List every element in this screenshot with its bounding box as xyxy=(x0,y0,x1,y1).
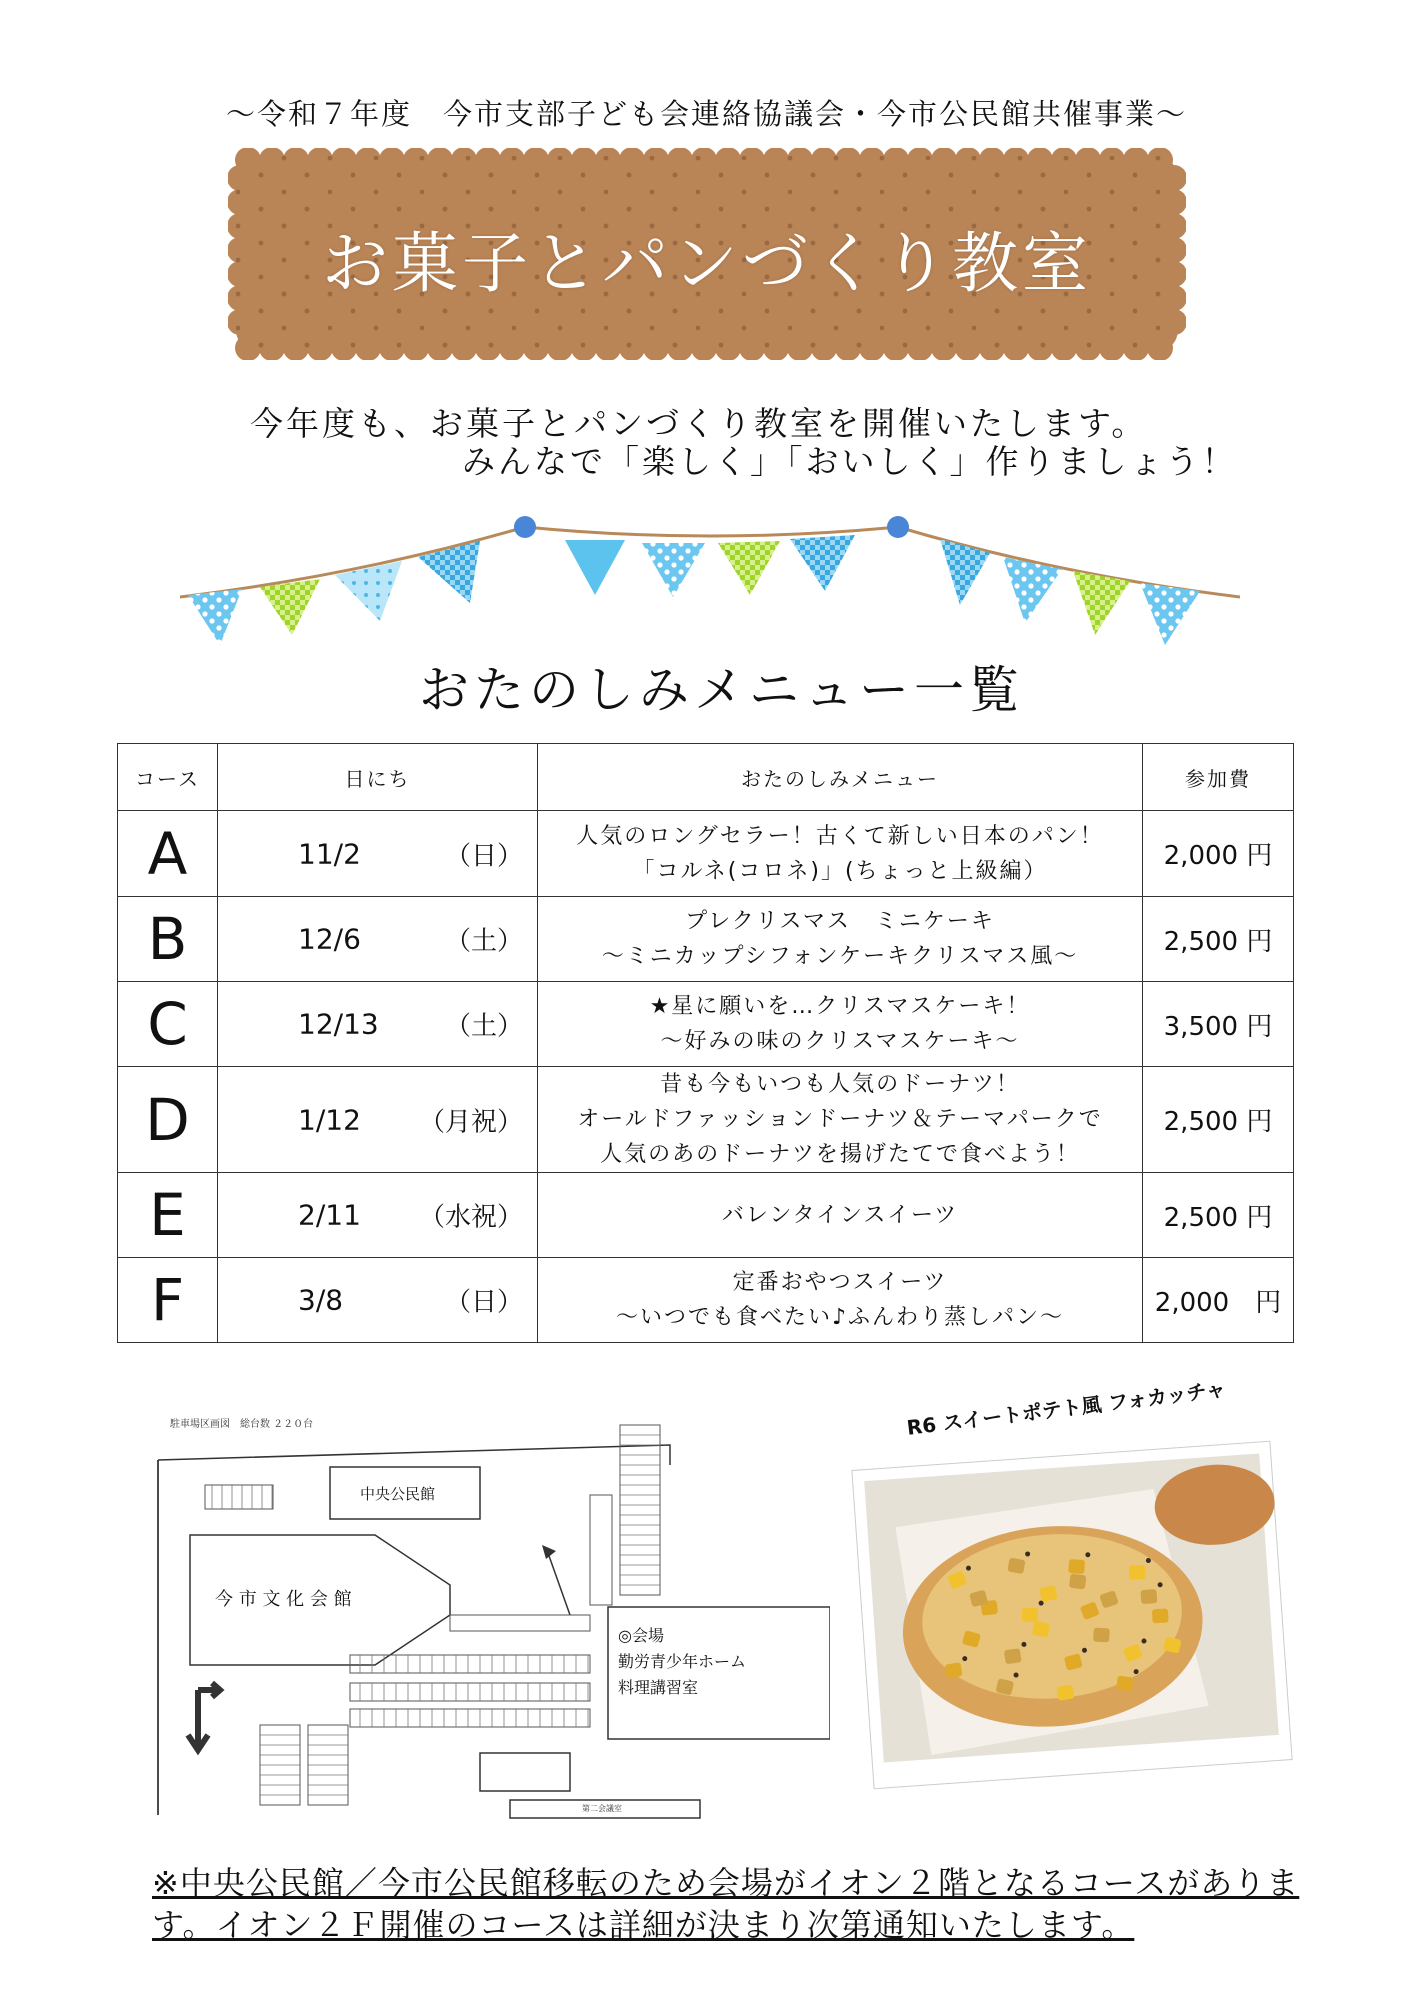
menu-cell xyxy=(538,982,1143,1067)
header-fee: 参加費 xyxy=(1143,744,1294,811)
date-cell xyxy=(218,811,538,897)
menu-cell xyxy=(538,1067,1143,1173)
map-label-bunka-kaikan: 今 市 文 化 会 館 xyxy=(215,1589,352,1610)
menu-line: 「コルネ(コロネ)」(ちょっと上級編） xyxy=(632,858,1048,884)
header-menu: おたのしみメニュー xyxy=(538,744,1143,811)
course-cell: E xyxy=(118,1173,218,1258)
fee-cell: 2,500 円 xyxy=(1143,1173,1294,1258)
fee-cell: 3,500 円 xyxy=(1143,982,1294,1067)
weekday-value: （日） xyxy=(444,841,523,871)
menu-line: ～ミニカップシフォンケーキクリスマス風～ xyxy=(601,944,1079,969)
fee-cell: 2,000 円 xyxy=(1143,811,1294,897)
table-row xyxy=(118,811,1294,897)
menu-cell xyxy=(538,897,1143,982)
date-cell xyxy=(218,897,538,982)
header-date: 日にち xyxy=(218,744,538,811)
date-value: 12/6 xyxy=(298,922,361,956)
table-header-row xyxy=(118,744,1294,811)
date-cell xyxy=(218,1067,538,1173)
menu-line: ～好みの味のクリスマスケーキ～ xyxy=(660,1029,1020,1054)
fee-cell: 2,500 円 xyxy=(1143,897,1294,982)
menu-line: 昔も今もいつも人気のドーナツ！ xyxy=(660,1072,1020,1097)
header-course: コース xyxy=(118,744,218,811)
photo-caption: R6 スイートポテト風 フォカッチャ xyxy=(905,1376,1228,1440)
weekday-value: （土） xyxy=(444,1011,523,1042)
bunting-decoration xyxy=(180,505,1240,665)
table-row xyxy=(118,897,1294,982)
course-cell: D xyxy=(118,1067,218,1173)
menu-cell xyxy=(538,1173,1143,1258)
map-bottom-label: 第二会議室 xyxy=(582,1804,622,1813)
map-top-note: 駐車場区画図 総台数 ２２０台 xyxy=(170,1419,314,1430)
map-venue-label: ◎会場 xyxy=(618,1626,664,1645)
course-cell: A xyxy=(118,811,218,897)
intro-line-2: みんなで「楽しく」「おいしく」作りましょう！ xyxy=(462,442,1238,481)
table-row xyxy=(118,1067,1294,1173)
date-cell xyxy=(218,1173,538,1258)
date-value: 2/11 xyxy=(298,1198,361,1232)
menu-cell xyxy=(538,811,1143,897)
date-value: 11/2 xyxy=(298,837,361,870)
date-cell xyxy=(218,1258,538,1343)
date-value: 1/12 xyxy=(298,1103,361,1136)
date-cell xyxy=(218,982,538,1067)
menu-table-body xyxy=(118,811,1294,1343)
weekday-value: （日） xyxy=(444,1287,523,1318)
menu-table xyxy=(117,743,1294,1343)
map-label-chuo-kominkan: 中央公民館 xyxy=(360,1485,436,1503)
weekday-value: （水祝） xyxy=(418,1202,523,1233)
menu-line: オールドファッションドーナツ＆テーマパークで xyxy=(577,1107,1103,1132)
venue-change-notice: ※中央公民館／今市公民館移転のため会場がイオン２階となるコースがあります。イオン２Ｆ開催のコースは詳細が決まり次第通知いたします。 xyxy=(152,1864,1300,1944)
fee-cell: 2,000 円 xyxy=(1143,1258,1294,1343)
menu-cell xyxy=(538,1258,1143,1343)
table-row xyxy=(118,1258,1294,1343)
intro-line-1: 今年度も、お菓子とパンづくり教室を開催いたします。 xyxy=(250,404,1148,443)
menu-line: バレンタインスイーツ xyxy=(721,1202,959,1228)
menu-line: ～いつでも食べたい♪ふんわり蒸しパン～ xyxy=(615,1305,1065,1330)
menu-line: プレクリスマス ミニケーキ xyxy=(685,909,995,934)
weekday-value: （月祝） xyxy=(418,1107,523,1137)
date-value: 3/8 xyxy=(298,1283,344,1317)
course-cell: C xyxy=(118,982,218,1067)
table-row xyxy=(118,1173,1294,1258)
menu-line: 人気のロングセラー！古くて新しい日本のパン！ xyxy=(576,823,1104,849)
fee-cell: 2,500 円 xyxy=(1143,1067,1294,1173)
page-title: お菓子とパンづくり教室 xyxy=(322,225,1092,302)
menu-line: 定番おやつスイーツ xyxy=(732,1270,948,1295)
menu-line: 人気のあのドーナツを揚げたてで食べよう！ xyxy=(600,1142,1080,1167)
course-cell: F xyxy=(118,1258,218,1343)
date-value: 12/13 xyxy=(298,1007,379,1041)
event-subtitle: ～令和７年度 今市支部子ども会連絡協議会・今市公民館共催事業～ xyxy=(225,97,1187,131)
course-cell: B xyxy=(118,897,218,982)
map-venue-line-1: 勤労青少年ホーム xyxy=(618,1652,747,1671)
menu-line: ★星に願いを…クリスマスケーキ！ xyxy=(649,994,1031,1019)
venue-map xyxy=(150,1405,830,1823)
map-venue-line-2: 料理講習室 xyxy=(618,1678,699,1697)
weekday-value: （土） xyxy=(444,926,523,957)
table-row xyxy=(118,982,1294,1067)
menu-heading: おたのしみメニュー一覧 xyxy=(419,661,1024,719)
focaccia-photo xyxy=(851,1441,1292,1790)
